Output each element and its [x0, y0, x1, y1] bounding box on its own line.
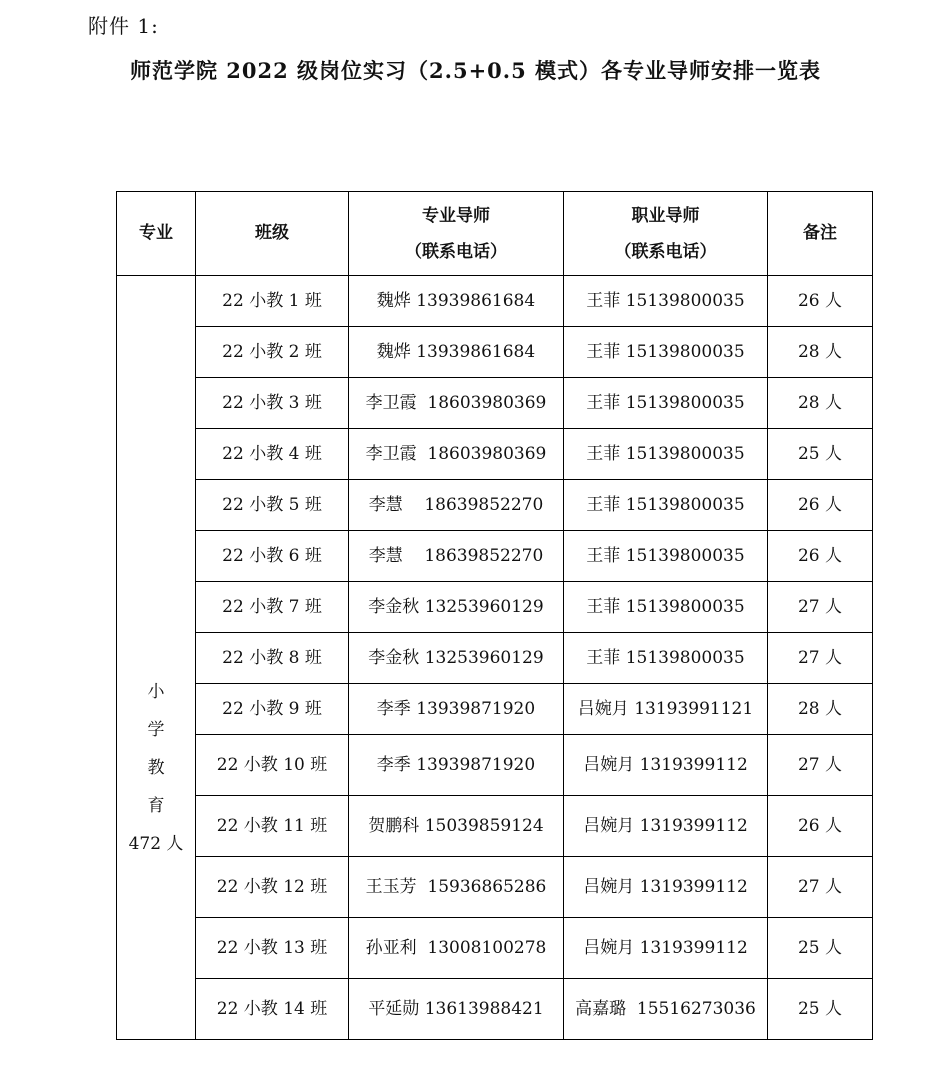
academic-mentor-cell: 李慧 18639852270	[349, 531, 564, 582]
header-career-mentor	[564, 192, 768, 276]
class-cell: 22 小教 9 班	[196, 684, 349, 735]
notes-cell: 28 人	[768, 684, 873, 735]
academic-mentor-cell: 李慧 18639852270	[349, 480, 564, 531]
career-mentor-cell: 王菲 15139800035	[564, 531, 768, 582]
career-mentor-cell: 王菲 15139800035	[564, 378, 768, 429]
table-row	[117, 480, 873, 531]
notes-cell: 25 人	[768, 918, 873, 979]
class-cell: 22 小教 3 班	[196, 378, 349, 429]
header-notes: 备注	[768, 192, 873, 276]
major-name-char: 学	[147, 719, 165, 740]
notes-cell: 27 人	[768, 633, 873, 684]
academic-mentor-cell: 李金秋 13253960129	[349, 633, 564, 684]
class-cell: 22 小教 12 班	[196, 857, 349, 918]
notes-cell: 27 人	[768, 735, 873, 796]
header-academic-mentor-title: 专业导师	[422, 205, 490, 226]
notes-cell: 27 人	[768, 857, 873, 918]
header-major: 专业	[117, 192, 196, 276]
header-class: 班级	[196, 192, 349, 276]
table-header-row	[117, 192, 873, 276]
notes-cell: 26 人	[768, 276, 873, 327]
table-row	[117, 276, 873, 327]
notes-cell: 28 人	[768, 327, 873, 378]
academic-mentor-cell: 孙亚利 13008100278	[349, 918, 564, 979]
class-cell: 22 小教 8 班	[196, 633, 349, 684]
academic-mentor-cell: 平延勋 13613988421	[349, 979, 564, 1040]
mentor-table	[116, 191, 873, 1040]
document-title: 师范学院 2022 级岗位实习（2.5+0.5 模式）各专业导师安排一览表	[129, 58, 822, 83]
header-career-mentor-phone: （联系电话）	[614, 241, 717, 262]
career-mentor-cell: 吕婉月 1319399112	[564, 857, 768, 918]
header-career-mentor-title: 职业导师	[631, 205, 700, 226]
table-row	[117, 633, 873, 684]
class-cell: 22 小教 6 班	[196, 531, 349, 582]
class-cell: 22 小教 4 班	[196, 429, 349, 480]
career-mentor-cell: 王菲 15139800035	[564, 276, 768, 327]
table-row	[117, 378, 873, 429]
class-cell: 22 小教 7 班	[196, 582, 349, 633]
table-row	[117, 327, 873, 378]
major-student-count: 472 人	[128, 833, 184, 854]
career-mentor-cell: 王菲 15139800035	[564, 429, 768, 480]
academic-mentor-cell: 贺鹏科 15039859124	[349, 796, 564, 857]
career-mentor-cell: 吕婉月 13193991121	[564, 684, 768, 735]
notes-cell: 25 人	[768, 979, 873, 1040]
career-mentor-cell: 王菲 15139800035	[564, 480, 768, 531]
academic-mentor-cell: 李卫霞 18603980369	[349, 378, 564, 429]
class-cell: 22 小教 2 班	[196, 327, 349, 378]
career-mentor-cell: 王菲 15139800035	[564, 582, 768, 633]
class-cell: 22 小教 11 班	[196, 796, 349, 857]
header-academic-mentor-phone: （联系电话）	[405, 241, 507, 262]
major-name-char: 教	[147, 757, 165, 778]
table-row	[117, 429, 873, 480]
class-cell: 22 小教 14 班	[196, 979, 349, 1040]
class-cell: 22 小教 1 班	[196, 276, 349, 327]
academic-mentor-cell: 李季 13939871920	[349, 684, 564, 735]
career-mentor-cell: 高嘉璐 15516273036	[564, 979, 768, 1040]
table-row	[117, 979, 873, 1040]
notes-cell: 26 人	[768, 480, 873, 531]
academic-mentor-cell: 李卫霞 18603980369	[349, 429, 564, 480]
academic-mentor-cell: 王玉芳 15936865286	[349, 857, 564, 918]
table-row	[117, 684, 873, 735]
major-cell	[117, 276, 196, 1040]
table-row	[117, 735, 873, 796]
table-row	[117, 531, 873, 582]
career-mentor-cell: 吕婉月 1319399112	[564, 918, 768, 979]
career-mentor-cell: 王菲 15139800035	[564, 327, 768, 378]
notes-cell: 26 人	[768, 796, 873, 857]
academic-mentor-cell: 魏烨 13939861684	[349, 327, 564, 378]
table-row	[117, 582, 873, 633]
table-row	[117, 796, 873, 857]
major-name-char: 育	[147, 795, 165, 816]
career-mentor-cell: 吕婉月 1319399112	[564, 735, 768, 796]
notes-cell: 25 人	[768, 429, 873, 480]
header-academic-mentor	[349, 192, 564, 276]
career-mentor-cell: 吕婉月 1319399112	[564, 796, 768, 857]
class-cell: 22 小教 5 班	[196, 480, 349, 531]
major-name-char: 小	[147, 681, 165, 702]
class-cell: 22 小教 10 班	[196, 735, 349, 796]
class-cell: 22 小教 13 班	[196, 918, 349, 979]
notes-cell: 28 人	[768, 378, 873, 429]
career-mentor-cell: 王菲 15139800035	[564, 633, 768, 684]
table-row	[117, 918, 873, 979]
table-row	[117, 857, 873, 918]
attachment-label: 附件 1:	[88, 14, 159, 38]
academic-mentor-cell: 李金秋 13253960129	[349, 582, 564, 633]
academic-mentor-cell: 魏烨 13939861684	[349, 276, 564, 327]
notes-cell: 26 人	[768, 531, 873, 582]
notes-cell: 27 人	[768, 582, 873, 633]
academic-mentor-cell: 李季 13939871920	[349, 735, 564, 796]
